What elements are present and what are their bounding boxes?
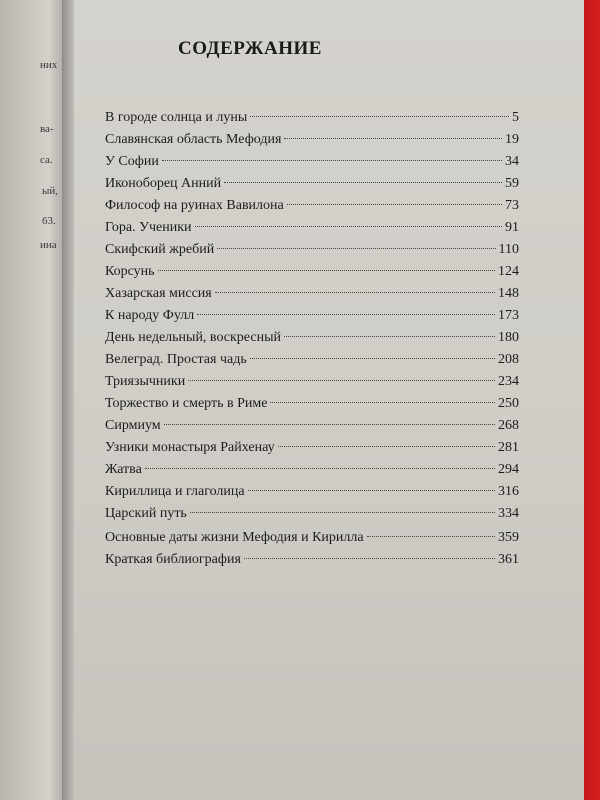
toc-entry-page: 173 [498, 308, 519, 323]
toc-entry [105, 374, 519, 394]
toc-entry [105, 264, 519, 284]
toc-entry-page: 180 [498, 330, 519, 345]
toc-entry-title: В городе солнца и луны [105, 110, 248, 125]
toc-entry [105, 440, 519, 460]
toc-entry-title: Скифский жребий [105, 242, 215, 257]
toc-entry-page: 250 [498, 396, 519, 411]
toc-entry [105, 176, 519, 196]
toc-entry-page: 294 [498, 462, 519, 477]
toc-entry [105, 484, 519, 504]
toc-entry-title: Кириллица и глаголица [105, 484, 245, 499]
toc-entry-page: 234 [498, 374, 519, 389]
toc-entry-title: Сирмиум [105, 418, 161, 433]
leader-dots [188, 380, 495, 381]
appendix-entry [105, 530, 519, 550]
leader-dots [244, 558, 495, 559]
toc-entry-title: Узники монастыря Райхенау [105, 440, 275, 455]
toc-entry-title: Царский путь [105, 506, 187, 521]
left-fragment: ва- [40, 123, 54, 135]
show-through-text [513, 37, 600, 122]
leader-dots [287, 204, 502, 205]
leader-dots [164, 424, 495, 425]
toc-entry [105, 110, 519, 130]
toc-entry-title: Жатва [105, 462, 142, 477]
toc-entry-page: 91 [505, 220, 519, 235]
leader-dots [248, 490, 495, 491]
toc-entry-page: 124 [498, 264, 519, 279]
left-fragment: ина [40, 239, 57, 251]
toc-entry [105, 506, 519, 526]
leader-dots [270, 402, 495, 403]
leader-dots [195, 226, 502, 227]
toc-entry [105, 330, 519, 350]
appendix-entry [105, 552, 519, 572]
toc-entry-title: Триязычники [105, 374, 186, 389]
toc-entry-page: 110 [498, 242, 519, 257]
toc-entry-title: Иконоборец Анний [105, 176, 222, 191]
toc-entry [105, 220, 519, 240]
toc-entry-page: 59 [505, 176, 519, 191]
leader-dots [190, 512, 495, 513]
leader-dots [197, 314, 495, 315]
toc-entry [105, 308, 519, 328]
toc-entry-page: 268 [498, 418, 519, 433]
toc-entry-title: Краткая библиография [105, 552, 241, 567]
left-fragment: ый, [42, 185, 59, 197]
toc-entry-title: Гора. Ученики [105, 220, 192, 235]
leader-dots [278, 446, 495, 447]
toc-entry [105, 352, 519, 372]
leader-dots [224, 182, 502, 183]
left-fragment: са. [40, 154, 53, 166]
toc-entry-title: Торжество и смерть в Риме [105, 396, 268, 411]
toc-entry [105, 154, 519, 174]
leader-dots [284, 138, 502, 139]
toc-entry-page: 73 [505, 198, 519, 213]
toc-entry-page: 359 [498, 530, 519, 545]
left-fragment: 63. [42, 215, 56, 227]
toc-entry-title: День недельный, воскресный [105, 330, 281, 345]
toc-entry-title: Основные даты жизни Мефодия и Кирилла [105, 530, 364, 545]
toc-entry [105, 198, 519, 218]
leader-dots [215, 292, 495, 293]
toc-entry-page: 5 [512, 110, 519, 125]
toc-entry-title: Велеград. Простая чадь [105, 352, 247, 367]
toc-entry-title: К народу Фулл [105, 308, 195, 323]
leader-dots [250, 116, 509, 117]
previous-page [0, 0, 70, 800]
toc-entry [105, 242, 519, 262]
toc-entry [105, 418, 519, 438]
leader-dots [217, 248, 495, 249]
toc-entry [105, 286, 519, 306]
toc-entry [105, 132, 519, 152]
toc-entry-page: 316 [498, 484, 519, 499]
page-title: СОДЕРЖАНИЕ [178, 38, 322, 59]
toc-entry-title: У Софии [105, 154, 159, 169]
toc-entry [105, 396, 519, 416]
toc-entry-page: 208 [498, 352, 519, 367]
toc-entry-page: 34 [505, 154, 519, 169]
toc-entry-page: 334 [498, 506, 519, 521]
toc-entry [105, 462, 519, 482]
toc-entry-title: Хазарская миссия [105, 286, 212, 301]
leader-dots [284, 336, 495, 337]
toc-entry-page: 361 [498, 552, 519, 567]
leader-dots [145, 468, 495, 469]
toc-entry-page: 148 [498, 286, 519, 301]
leader-dots [367, 536, 495, 537]
toc-entry-page: 281 [498, 440, 519, 455]
leader-dots [162, 160, 502, 161]
left-fragment: них [40, 59, 58, 71]
leader-dots [158, 270, 495, 271]
toc-entry-title: Корсунь [105, 264, 155, 279]
toc-entry-title: Философ на руинах Вавилона [105, 198, 284, 213]
toc-entry-title: Славянская область Мефодия [105, 132, 282, 147]
toc-entry-page: 19 [505, 132, 519, 147]
leader-dots [250, 358, 495, 359]
